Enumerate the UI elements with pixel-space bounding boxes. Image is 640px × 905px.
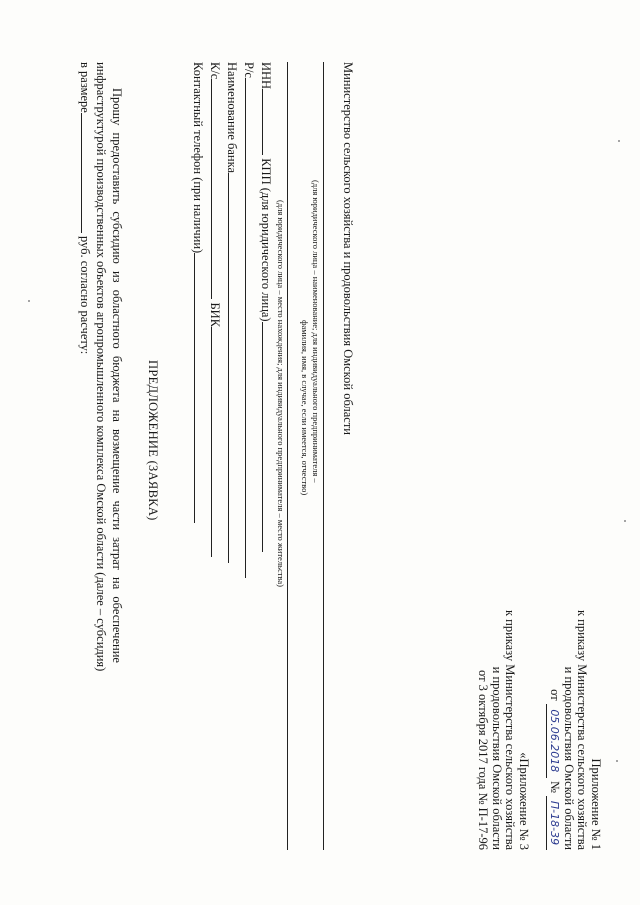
scan-speck bbox=[28, 300, 30, 302]
bank-blank bbox=[228, 173, 229, 563]
kpp-blank bbox=[262, 322, 263, 552]
rs-label: Р/с bbox=[242, 62, 256, 78]
body-line-2: инфраструктурой производственных объектов агропромышленного комплекса Омской области (далее – субсидия) bbox=[94, 62, 108, 672]
appendix1-title: Приложение № 1 bbox=[589, 758, 603, 850]
rs-blank bbox=[245, 78, 246, 578]
phone-label: Контактный телефон (при наличии) bbox=[191, 62, 205, 254]
bank-label: Наименование банка bbox=[225, 62, 239, 174]
date-field bbox=[547, 704, 562, 778]
bik-label: БИК bbox=[208, 302, 222, 328]
appendix3-date: от 3 октября 2017 года № П-17-96 bbox=[476, 669, 490, 850]
amount-blank bbox=[81, 113, 82, 233]
phone-field bbox=[190, 62, 205, 523]
scan-speck bbox=[624, 520, 626, 522]
ks-blank bbox=[211, 79, 212, 299]
appendix1-order: к приказу Министерства сельского хозяйства bbox=[575, 609, 590, 850]
document-title: ПРЕДЛОЖЕНИЕ (ЗАЯВКА) bbox=[146, 360, 160, 521]
amount-suffix: руб. согласно расчету: bbox=[78, 235, 92, 355]
appendix3-block bbox=[470, 450, 530, 850]
inn-blank bbox=[262, 89, 263, 155]
ks-label: К/с bbox=[208, 62, 222, 80]
scan-speck bbox=[616, 760, 618, 762]
location-line bbox=[287, 62, 288, 850]
bank-field bbox=[224, 62, 239, 563]
handwritten-date: 05.06.2018 bbox=[548, 709, 561, 773]
phone-blank bbox=[194, 253, 195, 523]
body-line-1: Прошу предоставить субсидию из областного бюджета на возмещение части затрат на обеспечение bbox=[110, 88, 124, 663]
number-field bbox=[547, 796, 562, 850]
body-line-3 bbox=[77, 62, 92, 354]
inn-field bbox=[258, 62, 273, 552]
appendix1-block bbox=[542, 450, 602, 850]
appendix1-date-line bbox=[547, 450, 562, 850]
caption-name-1: (для юридического лица – наименование; для индивидуального предпринимателя – bbox=[311, 180, 321, 483]
appendix3-ministry: и продовольствия Омской области bbox=[490, 666, 504, 850]
number-label: № bbox=[548, 780, 562, 793]
caption-location: (для юридического лица – место нахождения; для индивидуального предпринимателя – место жительства) bbox=[276, 200, 286, 587]
rs-field bbox=[241, 62, 256, 578]
addressee: Министерство сельского хозяйства и продовольствия Омской области bbox=[341, 62, 355, 435]
ks-field bbox=[207, 62, 222, 557]
name-line bbox=[323, 62, 324, 850]
inn-label: ИНН bbox=[259, 62, 273, 90]
handwritten-number: П-18-39 bbox=[548, 800, 561, 846]
appendix1-ministry: и продовольствия Омской области bbox=[562, 666, 576, 850]
amount-label: в размере bbox=[78, 62, 92, 113]
kpp-label: КПП (для юридического лица) bbox=[259, 158, 273, 322]
appendix3-order: к приказу Министерства сельского хозяйства bbox=[503, 609, 518, 850]
scan-speck bbox=[618, 140, 620, 142]
appendix3-title: «Приложение № 3 bbox=[517, 752, 531, 850]
caption-name-2: фамилия, имя, в случае, если имеется, отчество) bbox=[300, 320, 310, 496]
bik-blank bbox=[211, 327, 212, 557]
from-label: от bbox=[548, 689, 562, 701]
